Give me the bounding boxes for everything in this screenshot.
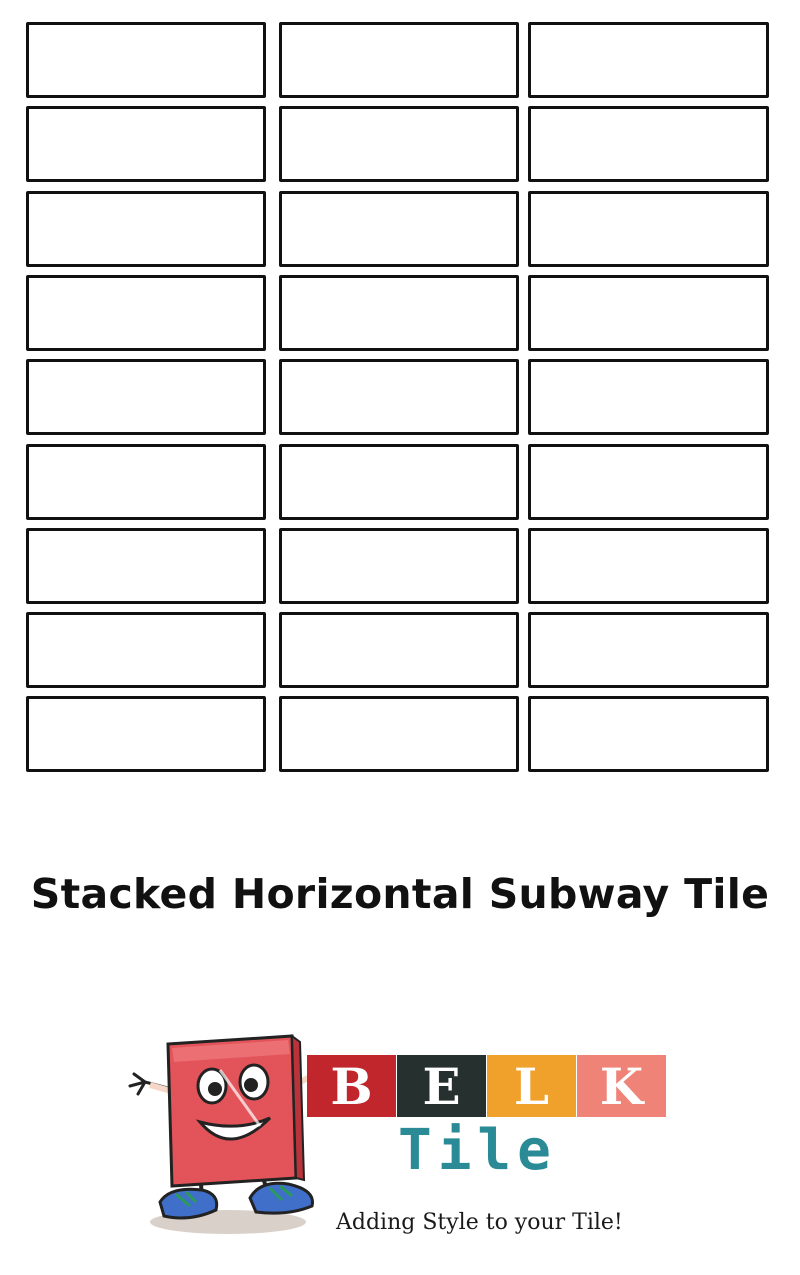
subway-tile: [26, 22, 266, 98]
subway-tile: [279, 22, 519, 98]
subway-tile: [26, 275, 266, 351]
subway-tile: [26, 359, 266, 435]
subway-tile: [528, 191, 769, 267]
subway-tile: [279, 528, 519, 604]
belk-tile-logo: [120, 1030, 680, 1260]
subway-tile: [279, 106, 519, 182]
subway-tile: [279, 359, 519, 435]
brand-subtitle: Tile: [398, 1118, 557, 1183]
subway-tile: [279, 444, 519, 520]
subway-tile: [528, 612, 769, 688]
subway-tile: [26, 528, 266, 604]
subway-tile: [26, 106, 266, 182]
subway-tile: [528, 696, 769, 772]
brand-letter-l: L: [487, 1055, 576, 1117]
subway-tile: [279, 191, 519, 267]
subway-tile: [528, 106, 769, 182]
subway-tile: [26, 612, 266, 688]
brand-letter-k: K: [577, 1055, 666, 1117]
subway-tile: [528, 444, 769, 520]
subway-tile: [26, 444, 266, 520]
brand-letter-e: E: [397, 1055, 486, 1117]
brand-letter-b: B: [307, 1055, 396, 1117]
subway-tile: [528, 275, 769, 351]
brand-tagline: Adding Style to your Tile!: [336, 1210, 623, 1235]
subway-tile: [279, 612, 519, 688]
subway-tile: [528, 528, 769, 604]
subway-tile: [279, 275, 519, 351]
subway-tile: [26, 696, 266, 772]
subway-tile: [528, 359, 769, 435]
subway-tile: [279, 696, 519, 772]
subway-tile: [528, 22, 769, 98]
subway-tile: [26, 191, 266, 267]
brand-letter-blocks: [307, 1055, 667, 1117]
pattern-title: Stacked Horizontal Subway Tile: [30, 870, 770, 918]
